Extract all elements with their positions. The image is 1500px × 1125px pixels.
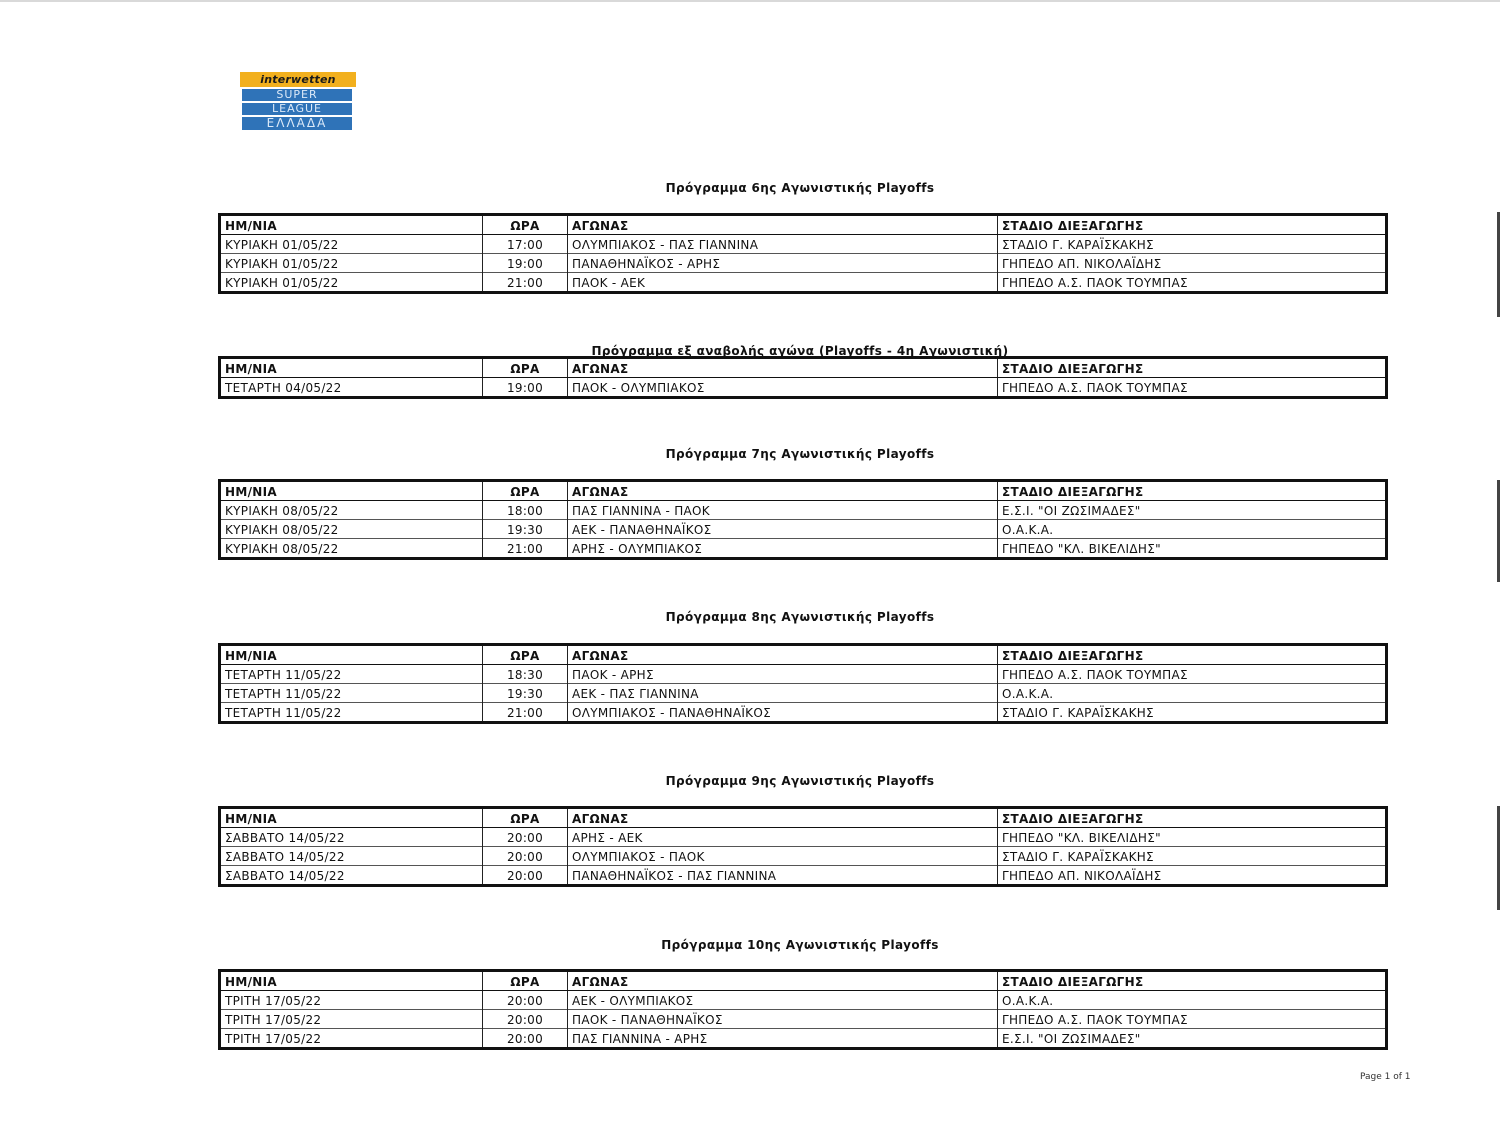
table-header-row bbox=[220, 808, 1387, 828]
header-stadium: ΣΤΑΔΙΟ ΔΙΕΞΑΓΩΓΗΣ bbox=[998, 645, 1387, 665]
header-match: ΑΓΩΝΑΣ bbox=[568, 215, 998, 235]
cell-time: 20:00 bbox=[483, 847, 568, 866]
cell-date: ΣΑΒΒΑΤΟ 14/05/22 bbox=[220, 847, 483, 866]
cell-date: ΤΡΙΤΗ 17/05/22 bbox=[220, 991, 483, 1010]
cell-time: 20:00 bbox=[483, 866, 568, 886]
cell-time: 19:00 bbox=[483, 254, 568, 273]
cell-stadium: ΓΗΠΕΔΟ Α.Σ. ΠΑΟΚ ΤΟΥΜΠΑΣ bbox=[998, 378, 1387, 398]
cell-match: ΑΕΚ - ΟΛΥΜΠΙΑΚΟΣ bbox=[568, 991, 998, 1010]
table-row bbox=[220, 684, 1387, 703]
cell-date: ΤΡΙΤΗ 17/05/22 bbox=[220, 1029, 483, 1049]
header-date: ΗΜ/ΝΙΑ bbox=[220, 808, 483, 828]
header-time: ΩΡΑ bbox=[483, 481, 568, 501]
schedule-table bbox=[218, 643, 1388, 724]
header-match: ΑΓΩΝΑΣ bbox=[568, 645, 998, 665]
header-stadium: ΣΤΑΔΙΟ ΔΙΕΞΑΓΩΓΗΣ bbox=[998, 215, 1387, 235]
cell-stadium: ΣΤΑΔΙΟ Γ. ΚΑΡΑΪΣΚΑΚΗΣ bbox=[998, 235, 1387, 254]
cell-match: ΟΛΥΜΠΙΑΚΟΣ - ΠΑΣ ΓΙΑΝΝΙΝΑ bbox=[568, 235, 998, 254]
cell-time: 21:00 bbox=[483, 273, 568, 293]
cell-time: 20:00 bbox=[483, 828, 568, 847]
logo-line-1: SUPER bbox=[242, 89, 352, 101]
cell-match: ΠΑΟΚ - ΑΡΗΣ bbox=[568, 665, 998, 684]
section-title: Πρόγραμμα εξ αναβολής αγώνα (Playoffs - 4η Αγωνιστική) bbox=[591, 344, 1009, 358]
schedule-table bbox=[218, 213, 1388, 294]
cell-date: ΤΡΙΤΗ 17/05/22 bbox=[220, 1010, 483, 1029]
table-row bbox=[220, 235, 1387, 254]
logo-line-2: LEAGUE bbox=[242, 103, 352, 115]
cell-match: ΠΑΟΚ - ΠΑΝΑΘΗΝΑΪΚΟΣ bbox=[568, 1010, 998, 1029]
cell-stadium: ΓΗΠΕΔΟ Α.Σ. ΠΑΟΚ ΤΟΥΜΠΑΣ bbox=[998, 665, 1387, 684]
header-time: ΩΡΑ bbox=[483, 808, 568, 828]
logo-line-3: ΕΛΛΑΔΑ bbox=[242, 117, 352, 130]
header-time: ΩΡΑ bbox=[483, 215, 568, 235]
cell-time: 20:00 bbox=[483, 991, 568, 1010]
cell-date: ΤΕΤΑΡΤΗ 11/05/22 bbox=[220, 703, 483, 723]
header-match: ΑΓΩΝΑΣ bbox=[568, 971, 998, 991]
table-row bbox=[220, 1029, 1387, 1049]
section-title: Πρόγραμμα 9ης Αγωνιστικής Playoffs bbox=[665, 774, 935, 788]
table-row bbox=[220, 273, 1387, 293]
section-title: Πρόγραμμα 10ης Αγωνιστικής Playoffs bbox=[661, 938, 939, 952]
cell-match: ΟΛΥΜΠΙΑΚΟΣ - ΠΑΟΚ bbox=[568, 847, 998, 866]
cell-time: 20:00 bbox=[483, 1010, 568, 1029]
cell-time: 21:00 bbox=[483, 703, 568, 723]
cell-stadium: ΓΗΠΕΔΟ "ΚΛ. ΒΙΚΕΛΙΔΗΣ" bbox=[998, 539, 1387, 559]
cell-stadium: Ο.Α.Κ.Α. bbox=[998, 991, 1387, 1010]
cell-date: ΤΕΤΑΡΤΗ 11/05/22 bbox=[220, 665, 483, 684]
section-title: Πρόγραμμα 7ης Αγωνιστικής Playoffs bbox=[665, 447, 935, 461]
header-match: ΑΓΩΝΑΣ bbox=[568, 481, 998, 501]
cell-stadium: Ο.Α.Κ.Α. bbox=[998, 684, 1387, 703]
cell-date: ΚΥΡΙΑΚΗ 01/05/22 bbox=[220, 254, 483, 273]
header-stadium: ΣΤΑΔΙΟ ΔΙΕΞΑΓΩΓΗΣ bbox=[998, 358, 1387, 378]
cell-time: 19:00 bbox=[483, 378, 568, 398]
table-row bbox=[220, 828, 1387, 847]
header-match: ΑΓΩΝΑΣ bbox=[568, 358, 998, 378]
cell-stadium: ΓΗΠΕΔΟ ΑΠ. ΝΙΚΟΛΑΪΔΗΣ bbox=[998, 866, 1387, 886]
cell-stadium: ΣΤΑΔΙΟ Γ. ΚΑΡΑΪΣΚΑΚΗΣ bbox=[998, 703, 1387, 723]
cell-stadium: ΣΤΑΔΙΟ Γ. ΚΑΡΑΪΣΚΑΚΗΣ bbox=[998, 847, 1387, 866]
table-row bbox=[220, 520, 1387, 539]
header-time: ΩΡΑ bbox=[483, 358, 568, 378]
logo-sponsor: interwetten bbox=[240, 72, 356, 87]
page-number: Page 1 of 1 bbox=[1360, 1072, 1411, 1082]
cell-match: ΠΑΝΑΘΗΝΑΪΚΟΣ - ΠΑΣ ΓΙΑΝΝΙΝΑ bbox=[568, 866, 998, 886]
cell-match: ΑΕΚ - ΠΑΝΑΘΗΝΑΪΚΟΣ bbox=[568, 520, 998, 539]
section-title: Πρόγραμμα 8ης Αγωνιστικής Playoffs bbox=[665, 610, 935, 624]
schedule-table bbox=[218, 479, 1388, 560]
cell-stadium: ΓΗΠΕΔΟ Α.Σ. ΠΑΟΚ ΤΟΥΜΠΑΣ bbox=[998, 1010, 1387, 1029]
cell-date: ΚΥΡΙΑΚΗ 01/05/22 bbox=[220, 273, 483, 293]
header-stadium: ΣΤΑΔΙΟ ΔΙΕΞΑΓΩΓΗΣ bbox=[998, 971, 1387, 991]
table-row bbox=[220, 847, 1387, 866]
cell-date: ΚΥΡΙΑΚΗ 08/05/22 bbox=[220, 539, 483, 559]
cell-date: ΤΕΤΑΡΤΗ 04/05/22 bbox=[220, 378, 483, 398]
table-row bbox=[220, 1010, 1387, 1029]
page-top-border bbox=[0, 0, 1500, 2]
cell-date: ΚΥΡΙΑΚΗ 08/05/22 bbox=[220, 520, 483, 539]
cell-match: ΑΕΚ - ΠΑΣ ΓΙΑΝΝΙΝΑ bbox=[568, 684, 998, 703]
cell-time: 18:00 bbox=[483, 501, 568, 520]
schedule-table bbox=[218, 969, 1388, 1050]
header-date: ΗΜ/ΝΙΑ bbox=[220, 358, 483, 378]
header-stadium: ΣΤΑΔΙΟ ΔΙΕΞΑΓΩΓΗΣ bbox=[998, 808, 1387, 828]
cell-stadium: Ε.Σ.Ι. "ΟΙ ΖΩΣΙΜΑΔΕΣ" bbox=[998, 1029, 1387, 1049]
cell-stadium: Ε.Σ.Ι. "ΟΙ ΖΩΣΙΜΑΔΕΣ" bbox=[998, 501, 1387, 520]
cell-match: ΠΑΣ ΓΙΑΝΝΙΝΑ - ΠΑΟΚ bbox=[568, 501, 998, 520]
cell-match: ΟΛΥΜΠΙΑΚΟΣ - ΠΑΝΑΘΗΝΑΪΚΟΣ bbox=[568, 703, 998, 723]
table-row bbox=[220, 501, 1387, 520]
cell-date: ΚΥΡΙΑΚΗ 08/05/22 bbox=[220, 501, 483, 520]
table-header-row bbox=[220, 215, 1387, 235]
table-header-row bbox=[220, 971, 1387, 991]
table-row bbox=[220, 665, 1387, 684]
cell-stadium: ΓΗΠΕΔΟ Α.Σ. ΠΑΟΚ ΤΟΥΜΠΑΣ bbox=[998, 273, 1387, 293]
cell-match: ΠΑΝΑΘΗΝΑΪΚΟΣ - ΑΡΗΣ bbox=[568, 254, 998, 273]
cell-time: 18:30 bbox=[483, 665, 568, 684]
cell-date: ΚΥΡΙΑΚΗ 01/05/22 bbox=[220, 235, 483, 254]
cell-match: ΠΑΟΚ - ΑΕΚ bbox=[568, 273, 998, 293]
header-date: ΗΜ/ΝΙΑ bbox=[220, 481, 483, 501]
header-time: ΩΡΑ bbox=[483, 971, 568, 991]
header-date: ΗΜ/ΝΙΑ bbox=[220, 645, 483, 665]
cell-match: ΠΑΟΚ - ΟΛΥΜΠΙΑΚΟΣ bbox=[568, 378, 998, 398]
table-header-row bbox=[220, 358, 1387, 378]
table-row bbox=[220, 378, 1387, 398]
cell-time: 17:00 bbox=[483, 235, 568, 254]
table-row bbox=[220, 991, 1387, 1010]
header-time: ΩΡΑ bbox=[483, 645, 568, 665]
schedule-table bbox=[218, 356, 1388, 399]
table-row bbox=[220, 866, 1387, 886]
cell-stadium: ΓΗΠΕΔΟ ΑΠ. ΝΙΚΟΛΑΪΔΗΣ bbox=[998, 254, 1387, 273]
table-row bbox=[220, 539, 1387, 559]
cell-match: ΑΡΗΣ - ΑΕΚ bbox=[568, 828, 998, 847]
table-row bbox=[220, 703, 1387, 723]
cell-date: ΣΑΒΒΑΤΟ 14/05/22 bbox=[220, 866, 483, 886]
cell-time: 20:00 bbox=[483, 1029, 568, 1049]
header-stadium: ΣΤΑΔΙΟ ΔΙΕΞΑΓΩΓΗΣ bbox=[998, 481, 1387, 501]
section-title: Πρόγραμμα 6ης Αγωνιστικής Playoffs bbox=[665, 181, 935, 195]
cell-date: ΤΕΤΑΡΤΗ 11/05/22 bbox=[220, 684, 483, 703]
cell-match: ΠΑΣ ΓΙΑΝΝΙΝΑ - ΑΡΗΣ bbox=[568, 1029, 998, 1049]
header-date: ΗΜ/ΝΙΑ bbox=[220, 971, 483, 991]
cell-time: 19:30 bbox=[483, 684, 568, 703]
cell-date: ΣΑΒΒΑΤΟ 14/05/22 bbox=[220, 828, 483, 847]
table-header-row bbox=[220, 645, 1387, 665]
header-date: ΗΜ/ΝΙΑ bbox=[220, 215, 483, 235]
cell-time: 21:00 bbox=[483, 539, 568, 559]
header-match: ΑΓΩΝΑΣ bbox=[568, 808, 998, 828]
table-row bbox=[220, 254, 1387, 273]
cell-stadium: Ο.Α.Κ.Α. bbox=[998, 520, 1387, 539]
schedule-table bbox=[218, 806, 1388, 887]
cell-time: 19:30 bbox=[483, 520, 568, 539]
cell-stadium: ΓΗΠΕΔΟ "ΚΛ. ΒΙΚΕΛΙΔΗΣ" bbox=[998, 828, 1387, 847]
table-header-row bbox=[220, 481, 1387, 501]
cell-match: ΑΡΗΣ - ΟΛΥΜΠΙΑΚΟΣ bbox=[568, 539, 998, 559]
super-league-logo bbox=[240, 72, 356, 162]
